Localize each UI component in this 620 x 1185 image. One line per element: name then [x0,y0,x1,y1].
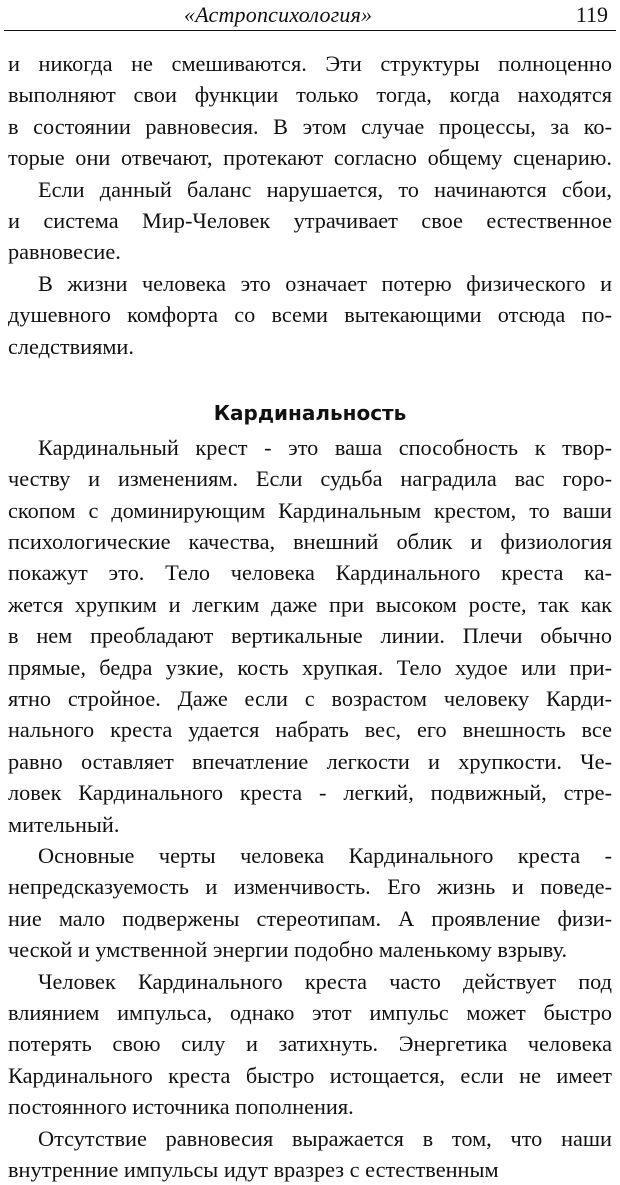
paragraph-3 [8,268,612,362]
text-line: в нем преобладают вертикальные линии. Плечи обычно [8,620,612,651]
text-line: потерять свою силу и затихнуть. Энергетика человека [8,1028,612,1059]
text-line: скопом с доминирующим Кардинальным крестом, то ваши [8,495,612,526]
page-number: 119 [576,2,608,28]
text-line: Если данный баланс нарушается, то начинаются сбои, [8,174,612,205]
text-line: нального креста удается набрать вес, его внешность все [8,714,612,745]
paragraph-5 [8,840,612,966]
text-line: Кардинальный крест - это ваша способность к твор- [8,432,612,463]
text-line: торые они отвечают, протекают согласно общему сценарию. [8,142,612,173]
text-line: психологические качества, внешний облик и физиология [8,526,612,557]
page-header [4,0,616,30]
text-line: прямые, бедра узкие, кость хрупкая. Тело худое или при- [8,652,612,683]
text-line: мительный. [8,809,612,840]
text-line: честву и изменениям. Если судьба наградила вас горо- [8,463,612,494]
text-line: Основные черты человека Кардинального креста - [8,840,612,871]
text-line: и никогда не смешиваются. Эти структуры полноценно [8,48,612,79]
text-line: ние мало подвержены стереотипам. А проявление физи- [8,903,612,934]
running-title: «Астропсихология» [184,2,372,28]
text-line: ловек Кардинального креста - легкий, подвижный, стре- [8,777,612,808]
section-heading: Кардинальность [8,398,612,428]
text-line: ятно стройное. Даже если с возрастом человеку Карди- [8,683,612,714]
header-rule [4,30,616,31]
text-line: Человек Кардинального креста часто действует под [8,966,612,997]
text-line: непредсказуемость и изменчивость. Его жизнь и поведе- [8,871,612,902]
text-line: следствиями. [8,331,612,362]
paragraph-7 [8,1123,612,1185]
text-line: В жизни человека это означает потерю физического и [8,268,612,299]
text-line: в состоянии равновесия. В этом случае процессы, за ко- [8,111,612,142]
body-text [8,48,612,1185]
text-line: ческой и умственной энергии подобно маленькому взрыву. [8,934,612,965]
text-line: выполняют свои функции только тогда, когда находятся [8,79,612,110]
text-line: равно оставляет впечатление легкости и хрупкости. Че- [8,746,612,777]
text-line: Кардинального креста быстро истощается, если не имеет [8,1060,612,1091]
text-line: внутренние импульсы идут вразрез с естественным [8,1154,612,1185]
text-line: и система Мир-Человек утрачивает свое естественное [8,205,612,236]
text-line: равновесие. [8,236,612,267]
paragraph-4 [8,432,612,840]
text-line: покажут это. Тело человека Кардинального креста ка- [8,557,612,588]
text-line: постоянного источника пополнения. [8,1091,612,1122]
paragraph-6 [8,966,612,1123]
paragraph-1 [8,48,612,174]
paragraph-2 [8,174,612,268]
text-line: жется хрупким и легким даже при высоком росте, так как [8,589,612,620]
text-line: Отсутствие равновесия выражается в том, что наши [8,1123,612,1154]
text-line: влиянием импульса, однако этот импульс может быстро [8,997,612,1028]
section-spacer [8,362,612,398]
text-line: душевного комфорта со всеми вытекающими отсюда по- [8,299,612,330]
